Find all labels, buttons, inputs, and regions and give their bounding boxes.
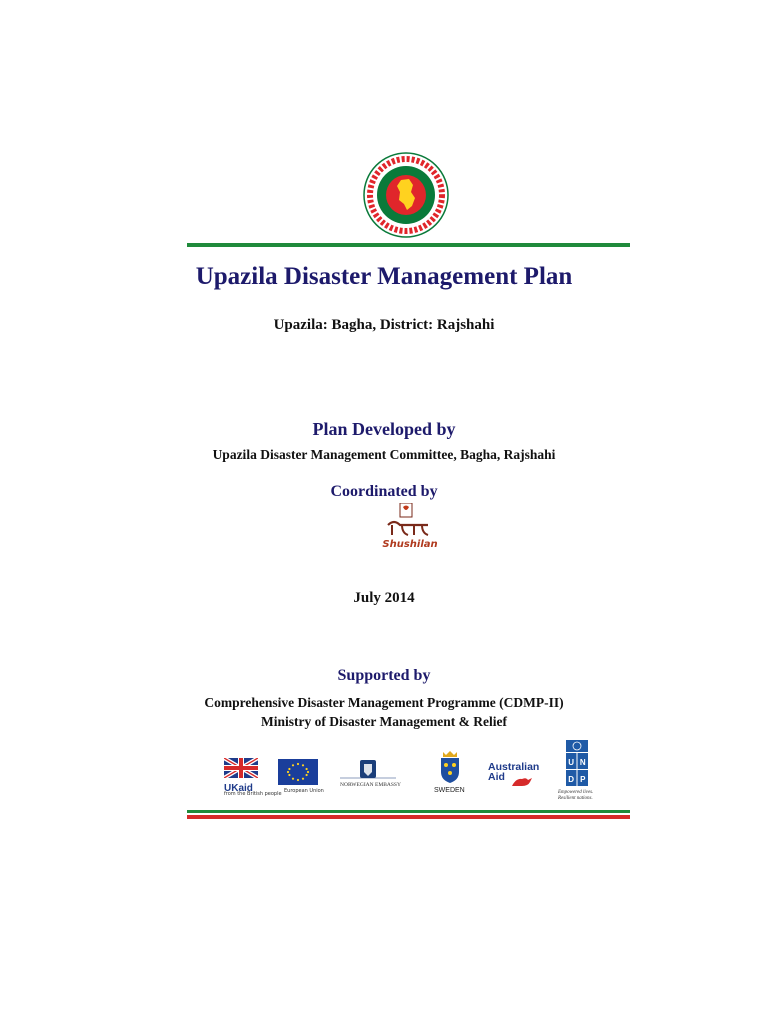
- supported-by-heading: Supported by: [337, 667, 431, 684]
- undp-logo: [558, 740, 614, 801]
- svg-text:P: P: [580, 775, 586, 784]
- ukaid-tagline: from the British people: [224, 791, 282, 797]
- ausaid-line1: Australian: [488, 761, 540, 773]
- location-subtitle: Upazila: Bagha, District: Rajshahi: [273, 317, 495, 333]
- norwegian-embassy-logo: [340, 758, 401, 794]
- publication-date: July 2014: [353, 590, 415, 606]
- ausaid-line2: Aid: [488, 771, 505, 783]
- page-title: Upazila Disaster Management Plan: [195, 263, 573, 290]
- australian-aid-logo: [488, 762, 548, 794]
- sweden-logo: [430, 750, 470, 796]
- government-seal-icon: [363, 152, 449, 238]
- developed-by-text: Upazila Disaster Management Committee, Bagha, Rajshahi: [212, 447, 556, 462]
- svg-text:U: U: [568, 758, 575, 767]
- donor-logos: [218, 740, 618, 800]
- svg-text:D: D: [568, 775, 575, 784]
- coordinated-by-heading: Coordinated by: [330, 483, 438, 500]
- norway-crest-icon: [340, 758, 396, 780]
- supporter-programme: Comprehensive Disaster Management Programme (CDMP-II): [204, 695, 564, 710]
- undp-tagline2: Resilient nations.: [558, 796, 593, 801]
- eu-flag-icon: [278, 759, 318, 785]
- shushilan-logo-icon: [380, 503, 440, 551]
- norway-caption: NORWEGIAN EMBASSY: [340, 782, 401, 788]
- supporter-ministry: Ministry of Disaster Management & Relief: [260, 714, 508, 729]
- sweden-caption: SWEDEN: [434, 787, 465, 794]
- union-flag-icon: [224, 758, 258, 778]
- top-rule: [187, 243, 630, 247]
- shushilan-logo-label: Shushilan: [382, 539, 438, 550]
- kangaroo-icon: [510, 774, 536, 788]
- ukaid-label: UKaid: [224, 783, 253, 794]
- undp-tagline1: Empowered lives.: [558, 790, 594, 795]
- undp-block-icon: [566, 740, 588, 786]
- sweden-crest-icon: [430, 750, 470, 784]
- bottom-rule: [187, 810, 630, 820]
- eu-logo: [278, 759, 324, 795]
- ukaid-logo: [224, 758, 282, 797]
- svg-text:N: N: [579, 758, 586, 767]
- developed-by-heading: Plan Developed by: [312, 419, 456, 439]
- eu-caption: European Union: [284, 788, 324, 794]
